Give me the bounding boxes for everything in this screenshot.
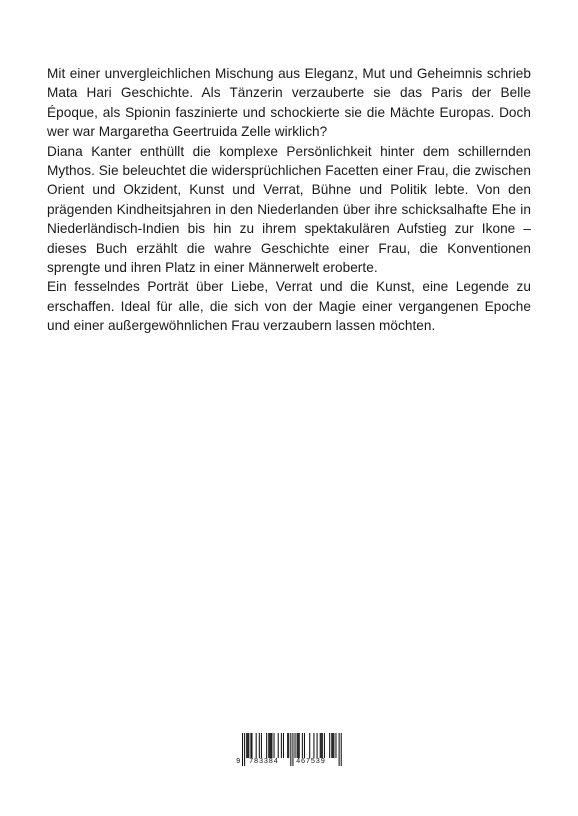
barcode-bar (313, 733, 314, 758)
barcode-bar (268, 733, 269, 758)
barcode-bar (295, 733, 296, 758)
barcode-bar (261, 733, 262, 758)
barcode-bar (304, 733, 305, 758)
barcode-bar (324, 733, 325, 758)
barcode-bar (317, 733, 318, 758)
barcode-bar (299, 733, 300, 758)
barcode-bar (290, 733, 291, 766)
barcode-bar (335, 733, 336, 758)
barcode-bar (274, 733, 275, 758)
barcode-bar (329, 733, 330, 758)
blurb-paragraph-1: Mit einer unvergleichlichen Mischung aus Eleganz, Mut und Geheimnis schrieb Mata Hari Geschichte. Als Tänzerin verzauberte sie das Paris der Belle Époque, als Spionin faszinierte und schockierte sie die Mächte Europas. Doch wer war Margaretha Geertruida Zelle wirklich? (47, 66, 531, 140)
barcode-bar (270, 733, 271, 758)
barcode-bar (278, 733, 279, 758)
barcode-bar (269, 733, 270, 758)
barcode-bar (248, 733, 249, 758)
barcode-bar (288, 733, 289, 758)
barcode-bar (320, 733, 321, 758)
blurb-paragraph-3: Ein fesselndes Porträt über Liebe, Verrat und die Kunst, eine Legende zu erschaffen. Ideal für alle, die sich von der Magie einer vergangenen Epoche und einer außergewöhnlichen Frau verzaubern lassen möchten. (47, 279, 531, 334)
barcode-bar (247, 733, 248, 758)
barcode-bar (259, 733, 260, 758)
barcode-left-digits: 783384 (249, 758, 279, 766)
barcode-bar (321, 733, 322, 758)
barcode-bar (244, 733, 245, 766)
barcode-bar (331, 733, 332, 758)
barcode-bar (251, 733, 252, 758)
barcode-bar (271, 733, 272, 758)
barcode-bar (256, 733, 257, 758)
barcode-bar (333, 733, 334, 758)
barcode-bar (339, 733, 340, 766)
barcode-bar (266, 733, 267, 758)
barcode-bar (242, 733, 243, 766)
barcode-bar (283, 733, 284, 758)
barcode-bar (341, 733, 342, 766)
barcode-bar (297, 733, 298, 758)
barcode-bar (302, 733, 303, 758)
barcode-bar (298, 733, 299, 758)
blurb-paragraph-2: Diana Kanter enthüllt die komplexe Persönlichkeit hinter dem schillernden Mythos. Sie beleuchtet die widersprüchlichen Facetten einer Frau, die zwischen Orient und Okzident, Kunst und Verrat, Bühne und Politik lebte. Von den prägenden Kindheitsjahren in den Niederlanden über ihre schicksalhafte Ehe in Niederländisch-Indien bis hin zu ihrem spektakulären Aufstieg zur Ikone – dieses Buch erzählt die wahre Geschichte einer Frau, die Konventionen sprengte und ihren Platz in einer Männerwelt eroberte. (47, 143, 531, 276)
barcode-bar (292, 733, 293, 766)
barcode-bar (250, 733, 251, 758)
barcode-prefix-digit: 9 (236, 758, 241, 766)
barcode-bar (246, 733, 247, 758)
barcode-bar (281, 733, 282, 758)
back-cover-blurb (47, 64, 531, 336)
barcode-right-digits: 467539 (296, 758, 326, 766)
barcode-bar (309, 733, 310, 758)
barcode-bar (322, 733, 323, 758)
barcode-bar (287, 733, 288, 758)
barcode-bar (332, 733, 333, 758)
